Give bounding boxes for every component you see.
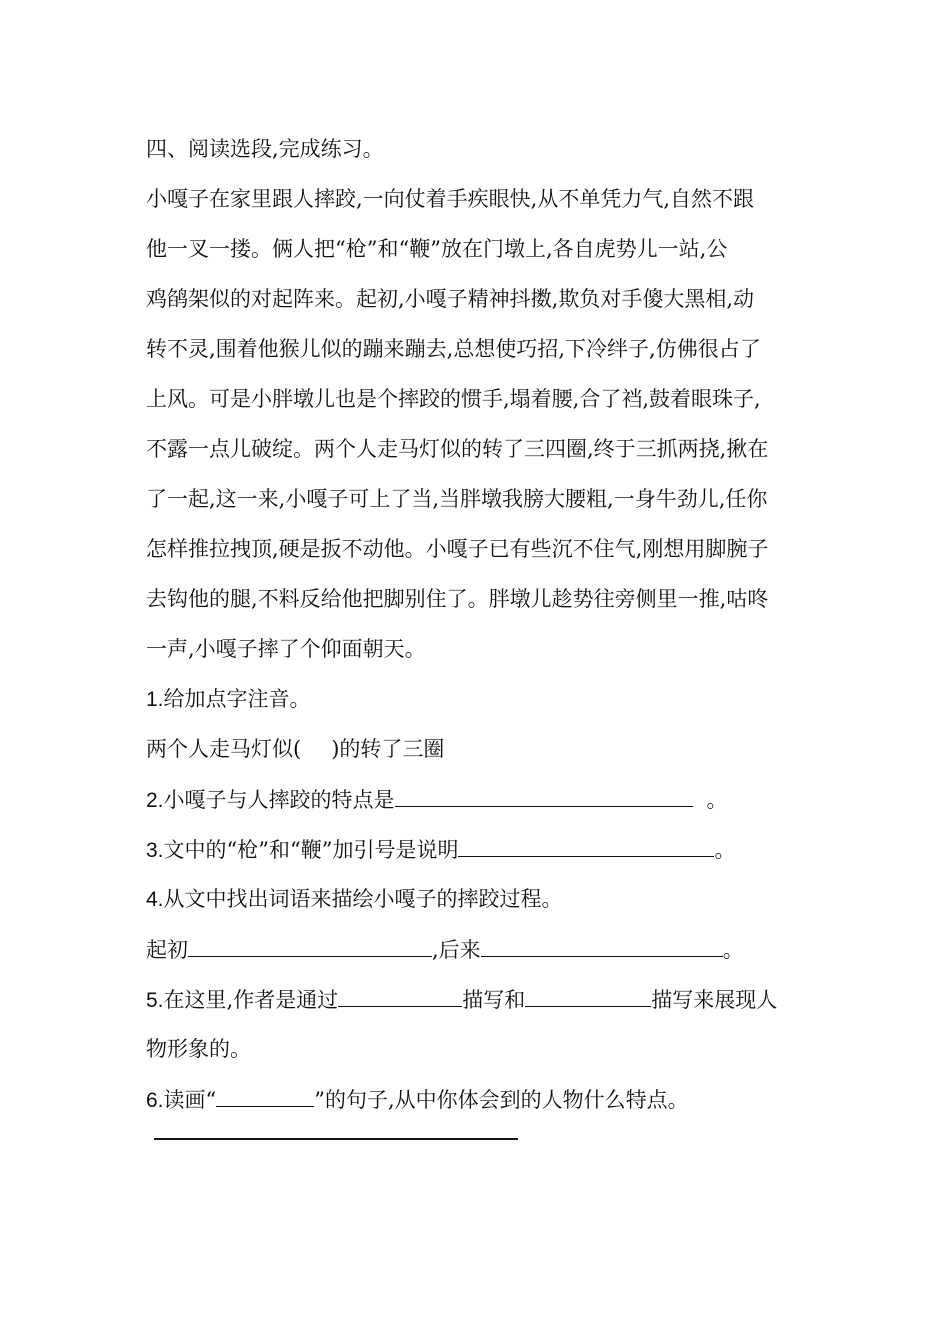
sentence-before: 两个人走马灯似( xyxy=(146,737,302,761)
passage-line: 鸡鹐架似的对起阵来。起初,小嘎子精神抖擞,欺负对手傻大黑相,动 xyxy=(146,287,755,311)
passage-line: 了一起,这一来,小嘎子可上了当,当胖墩我膀大腰粗,一身牛劲儿,任你 xyxy=(146,487,768,511)
passage-line: 一声,小嘎子摔了个仰面朝天。 xyxy=(146,637,426,661)
question-6 xyxy=(146,1084,826,1116)
answer-blank[interactable] xyxy=(395,784,693,807)
answer-blank[interactable] xyxy=(525,984,651,1007)
question-text: 给加点字注音。 xyxy=(163,687,311,711)
passage-line: 上风。可是小胖墩儿也是个摔跤的惯手,塌着腰,合了裆,鼓着眼珠子, xyxy=(146,387,761,411)
question-text: 描写来展现人 xyxy=(651,988,778,1012)
question-end: 。 xyxy=(714,838,736,862)
question-text: 小嘎子与人摔跤的特点是 xyxy=(163,788,395,812)
question-number: 1. xyxy=(146,688,164,711)
answer-blank[interactable] xyxy=(338,984,462,1007)
question-text: 读画“ xyxy=(163,1088,217,1112)
passage-line: 不露一点儿破绽。两个人走马灯似的转了三四圈,终于三抓两挠,揪在 xyxy=(146,437,769,461)
question-1 xyxy=(146,684,826,715)
passage-line: 转不灵,围着他猴儿似的蹦来蹦去,总想使巧招,下冷绊子,仿佛很占了 xyxy=(146,337,761,361)
question-5-continued: 物形象的。 xyxy=(146,1037,251,1061)
passage-line: 小嘎子在家里跟人摔跤,一向仗着手疾眼快,从不单凭力气,自然不跟 xyxy=(146,187,755,211)
question-text: 在这里,作者是通过 xyxy=(163,988,339,1012)
question-number: 5. xyxy=(146,989,164,1012)
question-4 xyxy=(146,884,826,915)
question-text: 文中的“枪”和“鞭”加引号是说明 xyxy=(163,838,459,862)
question-text: 描写和 xyxy=(462,988,526,1012)
answer-blank[interactable] xyxy=(216,1084,314,1107)
question-number: 2. xyxy=(146,789,164,812)
passage-line: 他一叉一搂。俩人把“枪”和“鞭”放在门墩上,各自虎势儿一站,公 xyxy=(146,237,728,261)
question-4-answer xyxy=(146,934,826,965)
question-number: 4. xyxy=(146,888,164,911)
question-end: 。 xyxy=(706,788,728,812)
answer-line[interactable] xyxy=(154,1138,518,1140)
sentence-after: )的转了三圈 xyxy=(331,737,445,761)
section-heading: 四、阅读选段,完成练习。 xyxy=(146,137,384,161)
question-end: 。 xyxy=(722,938,744,962)
answer-label-later: ,后来 xyxy=(432,938,481,962)
passage-line: 怎样推拉拽顶,硬是扳不动他。小嘎子已有些沉不住气,刚想用脚腕子 xyxy=(146,537,769,561)
question-number: 6. xyxy=(146,1089,164,1112)
question-number: 3. xyxy=(146,839,164,862)
answer-label-start: 起初 xyxy=(146,938,188,962)
answer-blank[interactable] xyxy=(188,934,432,957)
question-3 xyxy=(146,834,826,866)
question-5 xyxy=(146,984,826,1016)
answer-blank[interactable] xyxy=(481,934,723,957)
question-2 xyxy=(146,784,826,816)
question-1-sentence xyxy=(146,734,826,764)
question-text: ”的句子,从中你体会到的人物什么特点。 xyxy=(314,1088,689,1112)
answer-blank[interactable] xyxy=(458,834,714,857)
question-text: 从文中找出词语来描绘小嘎子的摔跤过程。 xyxy=(163,887,563,911)
passage-line: 去钩他的腿,不料反给他把脚别住了。胖墩儿趁势往旁侧里一推,咕咚 xyxy=(146,587,769,611)
